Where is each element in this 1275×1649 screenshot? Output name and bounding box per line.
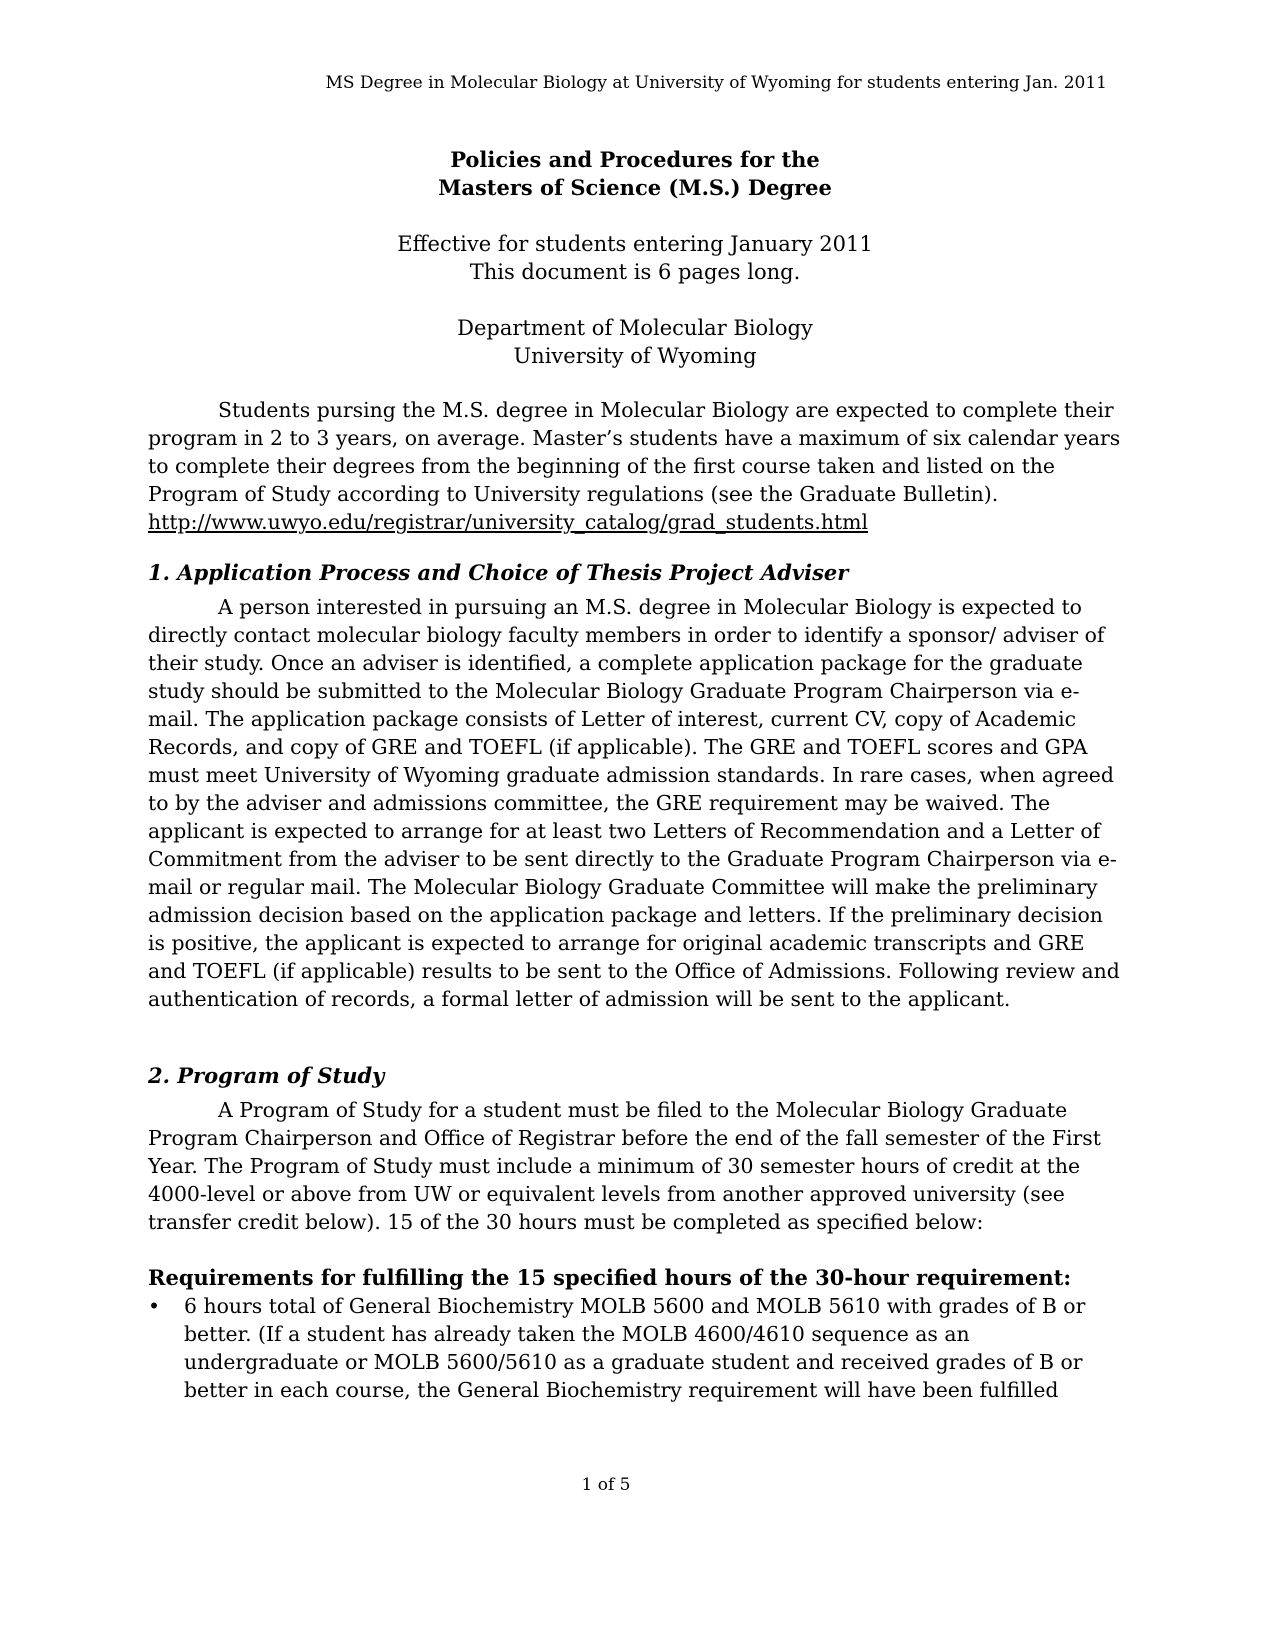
section-2-paragraph: A Program of Study for a student must be filed to the Molecular Biology Graduate Program Chairperson and Office of Registrar before the end of the fall semester of the First Year. The Program of Study must include a minimum of 30 semester hours of credit at the 4000-level or above from UW or equivalent levels from another approved university (see transfer credit below). 15 of the 30 hours must be completed as specified below: xyxy=(148,1098,1101,1234)
section-1-heading: 1. Application Process and Choice of Thesis Project Adviser xyxy=(148,560,849,585)
effective-date: Effective for students entering January 2011 xyxy=(397,232,873,256)
intro-text: Students pursing the M.S. degree in Molecular Biology are expected to complete their program in 2 to 3 years, on average. Master’s students have a maximum of six calendar years to complete their degrees from the beginning of the first course taken and listed on the Program of Study according to University regulations (see the Graduate Bulletin). xyxy=(148,398,1121,506)
document-length-note: This document is 6 pages long. xyxy=(469,260,801,284)
section-2-heading: 2. Program of Study xyxy=(148,1063,385,1088)
running-header: MS Degree in Molecular Biology at University of Wyoming for students entering Jan. 2011 xyxy=(325,73,1107,93)
intro-section xyxy=(148,396,1122,536)
university-name: University of Wyoming xyxy=(513,344,757,368)
department-name: Department of Molecular Biology xyxy=(457,316,813,340)
document-title-line-1: Policies and Procedures for the xyxy=(450,147,820,172)
graduate-bulletin-link[interactable]: http://www.uwyo.edu/registrar/university_catalog/grad_students.html xyxy=(148,510,869,534)
page-number: 1 of 5 xyxy=(581,1475,631,1495)
bullet-icon: • xyxy=(148,1294,161,1318)
requirements-heading: Requirements for fulfilling the 15 specified hours of the 30-hour requirement: xyxy=(148,1265,1072,1290)
document-title-line-2: Masters of Science (M.S.) Degree xyxy=(438,175,832,200)
section-application-process xyxy=(148,559,1122,1013)
intro-paragraph xyxy=(148,396,1122,536)
list-item xyxy=(148,1292,1122,1404)
requirements-section xyxy=(148,1264,1122,1404)
title-block xyxy=(148,146,1122,370)
requirement-text: 6 hours total of General Biochemistry MOLB 5600 and MOLB 5610 with grades of B or better. (If a student has already taken the MOLB 4600/4610 sequence as an undergraduate or MOLB 5600/5610 as a graduate student and received grades of B or better in each course, the General Biochemistry requirement will have been fulfilled xyxy=(184,1294,1086,1402)
section-program-of-study xyxy=(148,1062,1122,1236)
section-1-paragraph: A person interested in pursuing an M.S. degree in Molecular Biology is expected to directly contact molecular biology faculty members in order to identify a sponsor/ adviser of their study. Once an adviser is identified, a complete application package for the graduate study should be submitted to the Molecular Biology Graduate Program Chairperson via e-mail. The application package consists of Letter of interest, current CV, copy of Academic Records, and copy of GRE and TOEFL (if applicable). The GRE and TOEFL scores and GPA must meet University of Wyoming graduate admission standards. In rare cases, when agreed to by the adviser and admissions committee, the GRE requirement may be waived. The applicant is expected to arrange for at least two Letters of Recommendation and a Letter of Commitment from the adviser to be sent directly to the Graduate Program Chairperson via e-mail or regular mail. The Molecular Biology Graduate Committee will make the preliminary admission decision based on the application package and letters. If the preliminary decision is positive, the applicant is expected to arrange for original academic transcripts and GRE and TOEFL (if applicable) results to be sent to the Office of Admissions. Following review and authentication of records, a formal letter of admission will be sent to the applicant. xyxy=(148,595,1120,1011)
requirements-list xyxy=(148,1292,1122,1404)
